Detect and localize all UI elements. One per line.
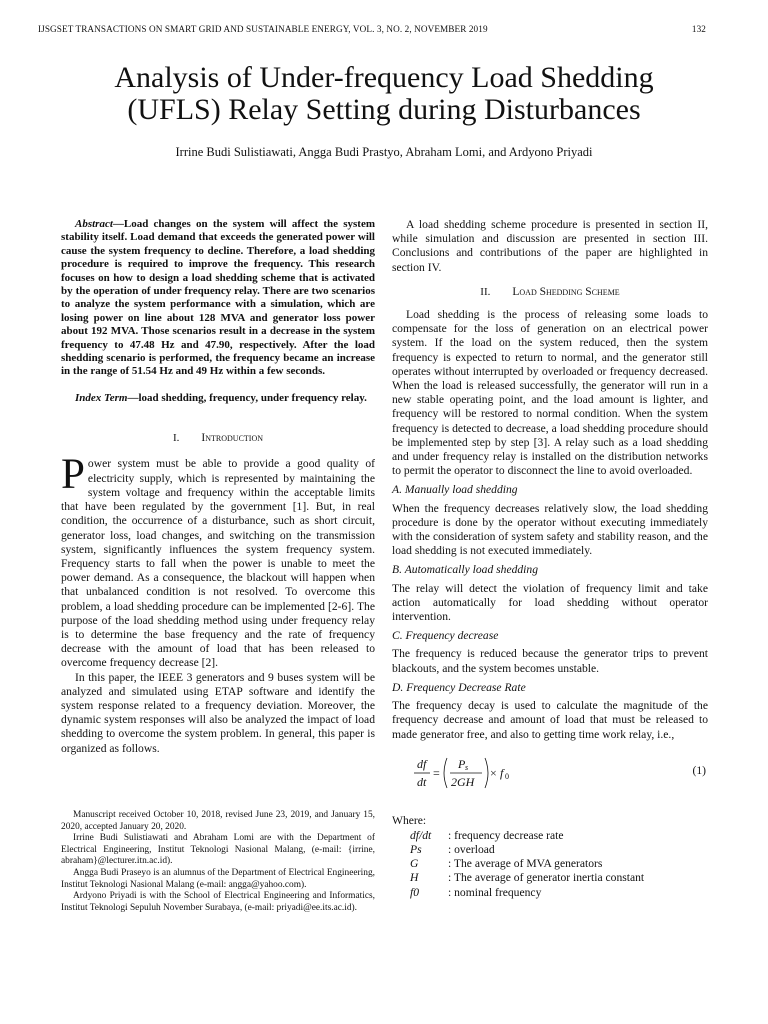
definition-text: : overload <box>448 843 495 857</box>
subsection-title: Manually load shedding <box>404 483 518 497</box>
title-line-1: Analysis of Under-frequency Load Shedding <box>114 61 654 94</box>
eq-times: × <box>490 765 497 780</box>
footnote-authors-2: Angga Budi Praseyo is an alumnus of the Department of Electrical Engineering, Institut Teknologi Nasional Malang (e-mail: angga@yahoo.com). <box>61 867 375 890</box>
definition-row <box>410 886 708 900</box>
subsection-label: D. <box>392 680 404 694</box>
subsection-label: C. <box>392 629 403 643</box>
footnote-manuscript: Manuscript received October 10, 2018, revised June 23, 2019, and January 15, 2020, accepted January 20, 2020. <box>61 810 375 832</box>
footnote-authors-3: Ardyono Priyadi is with the School of Electrical Engineering and Informatics, Institut Teknologi Sepuluh November Surabaya, (e-mail: priyadi@ee.its.ac.id). <box>61 891 375 913</box>
section-heading-load-shedding <box>392 285 708 299</box>
definition-symbol: df/dt <box>410 828 432 842</box>
eq-f: f <box>500 765 504 780</box>
where-label: Where: <box>392 813 427 827</box>
left-column <box>61 218 375 756</box>
subsection-title: Automatically load shedding <box>404 563 538 577</box>
intro-paragraph-1 <box>61 451 375 670</box>
running-header <box>38 24 706 38</box>
eq-lhs-denominator: dt <box>417 774 427 789</box>
subsection-c-text: The frequency is reduced because the generator trips to prevent blackouts, and the system becomes unstable. <box>392 647 708 675</box>
section-title: Load Shedding Scheme <box>512 285 620 298</box>
eq-rhs-denominator: 2GH <box>451 774 475 789</box>
equation-1 <box>392 756 708 796</box>
definition-row <box>410 829 708 843</box>
equation-number: (1) <box>692 763 706 777</box>
footnote-authors-1: Irrine Budi Sulistiawati and Abraham Lomi are with the Department of Electrical Engineering, Institut Teknologi Nasional Malang, (e-mail: {irrine, abraham}@lecturer.itn.ac.id). <box>61 833 375 867</box>
organization-paragraph: A load shedding scheme procedure is presented in section II, while simulation and discussion are presented in section III. Conclusions and contributions of the paper are highlighted in section IV. <box>392 218 708 274</box>
definition-text: : nominal frequency <box>448 885 542 899</box>
abstract-dash: — <box>112 218 124 230</box>
load-shedding-paragraph: Load shedding is the process of releasing some loads to compensate for the loss of generation on an electrical power system. If the load on the system reduced, then the system frequency is expected to return to normal, and the generator still operates without interrupted by overloaded or frequency decreased. When the load is released successfully, the generator will run in a new stable operating point, and the load amount is lighter, and frequency will be restored to normal condition. When the system frequency is detected to decrease, a load shedding procedure should be implemented step by step [3]. A relay such as a load shedding and under frequency relay is installed on the distribution networks to permit the operator to disconnect the line to avoid overloaded. <box>392 308 708 478</box>
footnotes <box>61 810 375 914</box>
section-number: I. <box>172 432 180 445</box>
page-number: 132 <box>691 24 706 34</box>
definition-row <box>410 843 708 857</box>
intro-paragraph-1-text: ower system must be able to provide a good quality of electricity supply, which is represented by maintaining the system voltage and frequency within the acceptable limits that have been regulated by the government [1]. But, in real condition, the occurrence of a disturbance, such as short circuit, generator loss, load changes, and switching on the transmission system, significantly influences the system frequency system. Frequency starts to fall when the power is unable to meet the power demand. As a consequence, the blackout will happen when that unbalanced condition is not resolved. To overcome this problem, a load shedding procedure can be implemented [2-6]. The purpose of the load shedding method using under frequency relay is to determine the base frequency and the rate of frequency decrease with the amount of load that has been released to overcome frequency decrease [2]. <box>61 457 375 670</box>
frequency-decay-equation <box>414 756 524 796</box>
index-terms-text: load shedding, frequency, under frequency relay. <box>138 391 367 404</box>
abstract-label: Abstract <box>75 218 113 230</box>
subsection-label: B. <box>392 563 402 577</box>
subsection-title: Frequency Decrease Rate <box>406 680 526 694</box>
abstract <box>61 218 375 379</box>
section-number: II. <box>480 285 491 298</box>
eq-lhs-numerator: df <box>417 756 427 771</box>
subsection-heading-a <box>392 483 708 497</box>
eq-f-sub: 0 <box>505 771 509 781</box>
definition-text: : frequency decrease rate <box>448 828 564 842</box>
subsection-title: Frequency decrease <box>405 629 499 643</box>
subsection-heading-c <box>392 629 708 643</box>
subsection-label: A. <box>392 483 402 497</box>
variable-definitions <box>410 829 708 900</box>
title-line-2: (UFLS) Relay Setting during Disturbances <box>127 93 641 126</box>
eq-rhs-numerator: P <box>458 756 466 771</box>
index-terms-label: Index Term <box>75 391 128 404</box>
abstract-text: Load changes on the system will affect the system stability itself. Load demand that exceeds the generated power will cause the system frequency to decline. Therefore, a load shedding procedure is required to improve the frequency. This research focuses on how to design a load shedding scheme that is activated by the operation of under frequency relay. There are two scenarios to analyze the system performance with a simulation, which are losing power on line about 128 MVA and generator loss power about 192 MVA. Those scenarios result in a decrease in the system frequency to 47.48 Hz and 47.90, respectively. After the load shedding scenario is performed, the frequency became an increase in the range of 51.54 Hz and 49 Hz within a few seconds. <box>61 218 375 378</box>
index-terms <box>61 392 375 405</box>
subsection-heading-d <box>392 681 708 695</box>
eq-equals: = <box>433 765 440 780</box>
definition-symbol: f0 <box>410 885 420 899</box>
subsection-heading-b <box>392 563 708 577</box>
subsection-b-text: The relay will detect the violation of frequency limit and take action automatically for load shedding without operator intervention. <box>392 581 708 624</box>
eq-rhs-numerator-sub: s <box>465 762 469 772</box>
section-heading-introduction <box>61 431 375 445</box>
definition-symbol: H <box>410 871 419 885</box>
definition-text: : The average of MVA generators <box>448 857 603 871</box>
drop-cap: P <box>61 451 85 499</box>
paper-title <box>0 62 768 126</box>
definition-row <box>410 871 708 885</box>
section-title: Introduction <box>201 432 264 445</box>
definition-symbol: Ps <box>410 843 422 857</box>
definition-row <box>410 857 708 871</box>
author-list: Irrine Budi Sulistiawati, Angga Budi Prastyo, Abraham Lomi, and Ardyono Priyadi <box>175 145 593 159</box>
definition-text: : The average of generator inertia constant <box>448 871 645 885</box>
definition-symbol: G <box>410 857 419 871</box>
journal-name: IJSGSET TRANSACTIONS ON SMART GRID AND SUSTAINABLE ENERGY, VOL. 3, NO. 2, NOVEMBER 2019 <box>38 24 488 34</box>
subsection-d-text: The frequency decay is used to calculate the magnitude of the frequency decrease and amount of load that must be released to made generator free, and also to getting time work relay, i.e., <box>392 699 708 741</box>
subsection-a-text: When the frequency decreases relatively slow, the load shedding procedure is done by the operator without executing immediately with the consideration of system safety and stability reason, and the load shedding is not executed immediately. <box>392 501 708 558</box>
intro-paragraph-2: In this paper, the IEEE 3 generators and 9 buses system will be analyzed and simulated using ETAP software and identify the system response related to a frequency deviation. Moreover, the dynamic system responses will also be analyzed the impact of load shedding to overcome the system problem. In general, this paper is organized as follows. <box>61 670 375 755</box>
right-column <box>392 218 708 900</box>
index-terms-dash: — <box>127 391 139 404</box>
